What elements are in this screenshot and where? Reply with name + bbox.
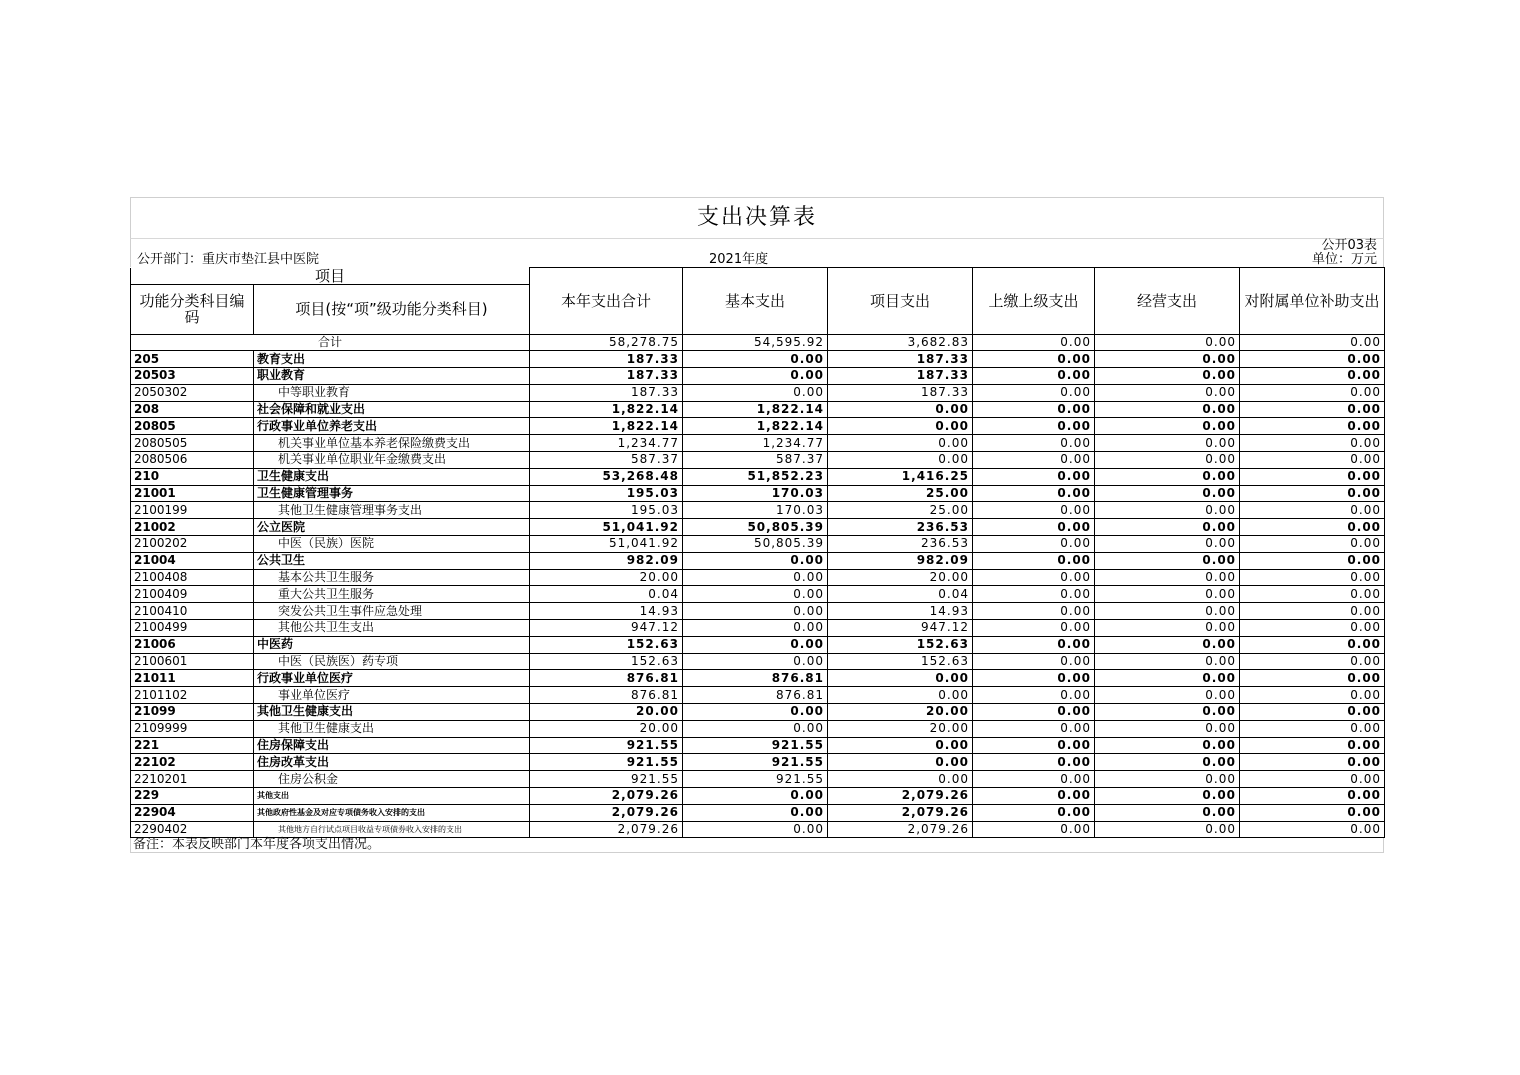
row-subsidy-amount: 0.00 [1240,737,1385,754]
row-name: 重大公共卫生服务 [254,586,530,603]
row-project-amount: 236.53 [828,536,973,553]
row-project-amount: 0.00 [828,737,973,754]
table-row [131,754,1385,771]
row-basic-amount: 0.00 [683,788,828,805]
table-row [131,368,1385,385]
row-total-amount: 14.93 [530,603,683,620]
row-upper-amount: 0.00 [973,771,1095,788]
row-project-amount: 25.00 [828,502,973,519]
row-project-amount: 2,079.26 [828,804,973,821]
row-total-amount: 20.00 [530,704,683,721]
row-basic-amount: 0.00 [683,720,828,737]
row-total-amount: 152.63 [530,636,683,653]
table-row [131,636,1385,653]
row-subsidy-amount: 0.00 [1240,653,1385,670]
row-subsidy-amount: 0.00 [1240,418,1385,435]
row-upper-amount: 0.00 [973,804,1095,821]
row-code: 2100410 [131,603,254,620]
row-code: 221 [131,737,254,754]
table-row [131,536,1385,553]
row-upper-amount: 0.00 [973,754,1095,771]
row-code: 2100409 [131,586,254,603]
total-row [131,334,1385,351]
total-label: 合计 [131,334,530,351]
table-row [131,687,1385,704]
row-total-amount: 947.12 [530,620,683,637]
row-basic-amount: 876.81 [683,670,828,687]
row-subsidy-amount: 0.00 [1240,821,1385,838]
row-project-amount: 20.00 [828,569,973,586]
row-code: 208 [131,401,254,418]
row-business-amount: 0.00 [1095,653,1240,670]
row-basic-amount: 0.00 [683,653,828,670]
row-subsidy-amount: 0.00 [1240,586,1385,603]
row-subsidy-amount: 0.00 [1240,435,1385,452]
row-code: 210 [131,468,254,485]
row-basic-amount: 921.55 [683,737,828,754]
row-upper-amount: 0.00 [973,720,1095,737]
row-total-amount: 51,041.92 [530,519,683,536]
row-upper-amount: 0.00 [973,569,1095,586]
header-business: 经营支出 [1095,268,1240,335]
row-basic-amount: 50,805.39 [683,536,828,553]
row-name: 中等职业教育 [254,384,530,401]
row-name: 公立医院 [254,519,530,536]
row-subsidy-amount: 0.00 [1240,401,1385,418]
total-cell-upper: 0.00 [973,334,1095,351]
row-project-amount: 0.00 [828,670,973,687]
header-project: 项目支出 [828,268,973,335]
row-upper-amount: 0.00 [973,452,1095,469]
row-total-amount: 921.55 [530,771,683,788]
row-upper-amount: 0.00 [973,418,1095,435]
table-row [131,468,1385,485]
department-label: 公开部门：重庆市垫江县中医院 [137,252,320,267]
row-project-amount: 20.00 [828,704,973,721]
row-business-amount: 0.00 [1095,502,1240,519]
row-total-amount: 982.09 [530,552,683,569]
table-row [131,620,1385,637]
sheet-title: 支出决算表 [130,197,1384,238]
row-total-amount: 20.00 [530,720,683,737]
row-business-amount: 0.00 [1095,737,1240,754]
row-code: 22102 [131,754,254,771]
header-basic: 基本支出 [683,268,828,335]
row-upper-amount: 0.00 [973,468,1095,485]
row-code: 2100499 [131,620,254,637]
table-row [131,351,1385,368]
row-project-amount: 982.09 [828,552,973,569]
row-code: 2100408 [131,569,254,586]
row-basic-amount: 0.00 [683,368,828,385]
row-total-amount: 587.37 [530,452,683,469]
row-business-amount: 0.00 [1095,586,1240,603]
row-code: 2050302 [131,384,254,401]
table-row [131,384,1385,401]
row-business-amount: 0.00 [1095,704,1240,721]
row-subsidy-amount: 0.00 [1240,502,1385,519]
table-row [131,804,1385,821]
row-basic-amount: 0.00 [683,603,828,620]
row-basic-amount: 50,805.39 [683,519,828,536]
row-name: 职业教育 [254,368,530,385]
row-project-amount: 0.00 [828,418,973,435]
row-name: 其他卫生健康支出 [254,720,530,737]
row-project-amount: 20.00 [828,720,973,737]
header-code: 功能分类科目编码 [131,284,254,334]
row-name: 住房公积金 [254,771,530,788]
row-project-amount: 152.63 [828,653,973,670]
meta-row-2 [130,253,1384,267]
row-total-amount: 876.81 [530,687,683,704]
row-upper-amount: 0.00 [973,620,1095,637]
total-cell-basic: 54,595.92 [683,334,828,351]
row-total-amount: 187.33 [530,384,683,401]
row-business-amount: 0.00 [1095,384,1240,401]
row-upper-amount: 0.00 [973,653,1095,670]
row-name: 其他地方自行试点项目收益专项债券收入安排的支出 [254,821,530,838]
row-code: 2210201 [131,771,254,788]
row-business-amount: 0.00 [1095,401,1240,418]
row-total-amount: 1,822.14 [530,401,683,418]
row-code: 21011 [131,670,254,687]
table-row [131,788,1385,805]
row-project-amount: 187.33 [828,384,973,401]
row-business-amount: 0.00 [1095,536,1240,553]
row-upper-amount: 0.00 [973,384,1095,401]
row-basic-amount: 0.00 [683,384,828,401]
row-business-amount: 0.00 [1095,435,1240,452]
row-total-amount: 921.55 [530,737,683,754]
row-name: 卫生健康管理事务 [254,485,530,502]
row-name: 卫生健康支出 [254,468,530,485]
row-code: 22904 [131,804,254,821]
row-subsidy-amount: 0.00 [1240,754,1385,771]
row-total-amount: 152.63 [530,653,683,670]
row-project-amount: 236.53 [828,519,973,536]
row-name: 其他卫生健康支出 [254,704,530,721]
meta-row-1 [130,238,1384,253]
row-total-amount: 51,041.92 [530,536,683,553]
expenditure-sheet [130,197,1384,853]
row-upper-amount: 0.00 [973,704,1095,721]
row-name: 教育支出 [254,351,530,368]
row-name: 行政事业单位医疗 [254,670,530,687]
row-upper-amount: 0.00 [973,536,1095,553]
row-business-amount: 0.00 [1095,821,1240,838]
row-upper-amount: 0.00 [973,788,1095,805]
row-code: 2100601 [131,653,254,670]
row-subsidy-amount: 0.00 [1240,771,1385,788]
row-upper-amount: 0.00 [973,401,1095,418]
row-business-amount: 0.00 [1095,670,1240,687]
header-project-group: 项目 [131,268,530,285]
row-subsidy-amount: 0.00 [1240,552,1385,569]
header-subsidy: 对附属单位补助支出 [1240,268,1385,335]
row-subsidy-amount: 0.00 [1240,687,1385,704]
row-code: 21001 [131,485,254,502]
row-code: 20503 [131,368,254,385]
row-basic-amount: 170.03 [683,485,828,502]
table-row [131,435,1385,452]
table-row [131,670,1385,687]
total-cell-total: 58,278.75 [530,334,683,351]
row-basic-amount: 1,234.77 [683,435,828,452]
row-upper-amount: 0.00 [973,586,1095,603]
row-upper-amount: 0.00 [973,519,1095,536]
row-basic-amount: 51,852.23 [683,468,828,485]
row-subsidy-amount: 0.00 [1240,384,1385,401]
table-row [131,519,1385,536]
row-total-amount: 195.03 [530,502,683,519]
row-code: 2109999 [131,720,254,737]
row-name: 中医（民族医）药专项 [254,653,530,670]
row-business-amount: 0.00 [1095,788,1240,805]
row-business-amount: 0.00 [1095,636,1240,653]
row-business-amount: 0.00 [1095,485,1240,502]
row-name: 机关事业单位职业年金缴费支出 [254,452,530,469]
row-name: 其他政府性基金及对应专项债务收入安排的支出 [254,804,530,821]
row-basic-amount: 170.03 [683,502,828,519]
unit-label: 单位：万元 [1311,252,1377,267]
row-business-amount: 0.00 [1095,720,1240,737]
row-upper-amount: 0.00 [973,636,1095,653]
row-project-amount: 2,079.26 [828,788,973,805]
row-total-amount: 921.55 [530,754,683,771]
row-code: 2290402 [131,821,254,838]
row-name: 机关事业单位基本养老保险缴费支出 [254,435,530,452]
row-project-amount: 0.04 [828,586,973,603]
row-code: 20805 [131,418,254,435]
row-business-amount: 0.00 [1095,771,1240,788]
row-name: 中医药 [254,636,530,653]
table-row [131,821,1385,838]
table-row [131,603,1385,620]
table-row [131,569,1385,586]
year-label: 2021年度 [709,252,769,267]
table-row [131,418,1385,435]
row-subsidy-amount: 0.00 [1240,519,1385,536]
row-basic-amount: 876.81 [683,687,828,704]
row-basic-amount: 0.00 [683,569,828,586]
row-upper-amount: 0.00 [973,821,1095,838]
row-name: 事业单位医疗 [254,687,530,704]
row-basic-amount: 0.00 [683,636,828,653]
row-business-amount: 0.00 [1095,351,1240,368]
row-name: 基本公共卫生服务 [254,569,530,586]
row-project-amount: 2,079.26 [828,821,973,838]
row-total-amount: 20.00 [530,569,683,586]
row-code: 21004 [131,552,254,569]
row-business-amount: 0.00 [1095,603,1240,620]
row-total-amount: 1,822.14 [530,418,683,435]
table-row [131,452,1385,469]
row-project-amount: 152.63 [828,636,973,653]
row-basic-amount: 0.00 [683,620,828,637]
row-project-amount: 947.12 [828,620,973,637]
row-code: 2100202 [131,536,254,553]
row-name: 行政事业单位养老支出 [254,418,530,435]
row-subsidy-amount: 0.00 [1240,670,1385,687]
table-row [131,653,1385,670]
row-business-amount: 0.00 [1095,468,1240,485]
row-total-amount: 2,079.26 [530,821,683,838]
row-name: 住房保障支出 [254,737,530,754]
row-project-amount: 0.00 [828,401,973,418]
row-subsidy-amount: 0.00 [1240,536,1385,553]
row-upper-amount: 0.00 [973,670,1095,687]
row-business-amount: 0.00 [1095,452,1240,469]
row-basic-amount: 0.00 [683,586,828,603]
row-upper-amount: 0.00 [973,435,1095,452]
table-row [131,771,1385,788]
row-name: 其他支出 [254,788,530,805]
row-upper-amount: 0.00 [973,603,1095,620]
total-cell-business: 0.00 [1095,334,1240,351]
row-business-amount: 0.00 [1095,804,1240,821]
table-row [131,720,1385,737]
row-total-amount: 187.33 [530,368,683,385]
row-total-amount: 876.81 [530,670,683,687]
row-project-amount: 187.33 [828,351,973,368]
total-cell-subsidy: 0.00 [1240,334,1385,351]
row-code: 2100199 [131,502,254,519]
row-business-amount: 0.00 [1095,552,1240,569]
row-basic-amount: 587.37 [683,452,828,469]
row-subsidy-amount: 0.00 [1240,569,1385,586]
row-basic-amount: 1,822.14 [683,418,828,435]
row-code: 21006 [131,636,254,653]
row-upper-amount: 0.00 [973,351,1095,368]
total-cell-project: 3,682.83 [828,334,973,351]
table-row [131,401,1385,418]
table-row [131,485,1385,502]
row-name: 社会保障和就业支出 [254,401,530,418]
row-name: 公共卫生 [254,552,530,569]
row-total-amount: 187.33 [530,351,683,368]
row-business-amount: 0.00 [1095,754,1240,771]
row-basic-amount: 921.55 [683,754,828,771]
row-basic-amount: 0.00 [683,821,828,838]
row-business-amount: 0.00 [1095,519,1240,536]
row-name: 其他公共卫生支出 [254,620,530,637]
row-business-amount: 0.00 [1095,569,1240,586]
row-project-amount: 0.00 [828,435,973,452]
row-subsidy-amount: 0.00 [1240,636,1385,653]
row-basic-amount: 921.55 [683,771,828,788]
row-subsidy-amount: 0.00 [1240,368,1385,385]
expenditure-table [130,267,1385,838]
table-body [131,334,1385,838]
row-upper-amount: 0.00 [973,485,1095,502]
row-basic-amount: 0.00 [683,351,828,368]
row-basic-amount: 1,822.14 [683,401,828,418]
row-project-amount: 0.00 [828,687,973,704]
row-total-amount: 1,234.77 [530,435,683,452]
row-subsidy-amount: 0.00 [1240,351,1385,368]
row-project-amount: 0.00 [828,452,973,469]
header-upper: 上缴上级支出 [973,268,1095,335]
row-code: 21099 [131,704,254,721]
row-project-amount: 25.00 [828,485,973,502]
row-project-amount: 0.00 [828,754,973,771]
row-code: 205 [131,351,254,368]
row-subsidy-amount: 0.00 [1240,704,1385,721]
row-name: 中医（民族）医院 [254,536,530,553]
row-total-amount: 195.03 [530,485,683,502]
header-name: 项目(按“项”级功能分类科目) [254,284,530,334]
row-business-amount: 0.00 [1095,620,1240,637]
row-subsidy-amount: 0.00 [1240,720,1385,737]
row-subsidy-amount: 0.00 [1240,452,1385,469]
row-total-amount: 0.04 [530,586,683,603]
table-row [131,737,1385,754]
row-name: 突发公共卫生事件应急处理 [254,603,530,620]
row-code: 229 [131,788,254,805]
table-row [131,704,1385,721]
row-basic-amount: 0.00 [683,552,828,569]
table-row [131,552,1385,569]
footnote: 备注：本表反映部门本年度各项支出情况。 [130,838,1384,853]
row-subsidy-amount: 0.00 [1240,485,1385,502]
row-code: 2080505 [131,435,254,452]
row-project-amount: 14.93 [828,603,973,620]
header-total: 本年支出合计 [530,268,683,335]
row-upper-amount: 0.00 [973,552,1095,569]
row-code: 2101102 [131,687,254,704]
row-total-amount: 53,268.48 [530,468,683,485]
row-subsidy-amount: 0.00 [1240,468,1385,485]
row-basic-amount: 0.00 [683,804,828,821]
table-row [131,502,1385,519]
row-business-amount: 0.00 [1095,368,1240,385]
row-project-amount: 1,416.25 [828,468,973,485]
row-subsidy-amount: 0.00 [1240,804,1385,821]
row-code: 21002 [131,519,254,536]
table-number: 公开03表 [1321,238,1377,253]
row-total-amount: 2,079.26 [530,804,683,821]
row-upper-amount: 0.00 [973,737,1095,754]
row-upper-amount: 0.00 [973,368,1095,385]
row-code: 2080506 [131,452,254,469]
row-subsidy-amount: 0.00 [1240,788,1385,805]
row-total-amount: 2,079.26 [530,788,683,805]
row-business-amount: 0.00 [1095,418,1240,435]
table-row [131,586,1385,603]
row-subsidy-amount: 0.00 [1240,603,1385,620]
row-name: 其他卫生健康管理事务支出 [254,502,530,519]
row-name: 住房改革支出 [254,754,530,771]
row-upper-amount: 0.00 [973,687,1095,704]
row-subsidy-amount: 0.00 [1240,620,1385,637]
row-project-amount: 0.00 [828,771,973,788]
row-business-amount: 0.00 [1095,687,1240,704]
row-basic-amount: 0.00 [683,704,828,721]
row-project-amount: 187.33 [828,368,973,385]
row-upper-amount: 0.00 [973,502,1095,519]
